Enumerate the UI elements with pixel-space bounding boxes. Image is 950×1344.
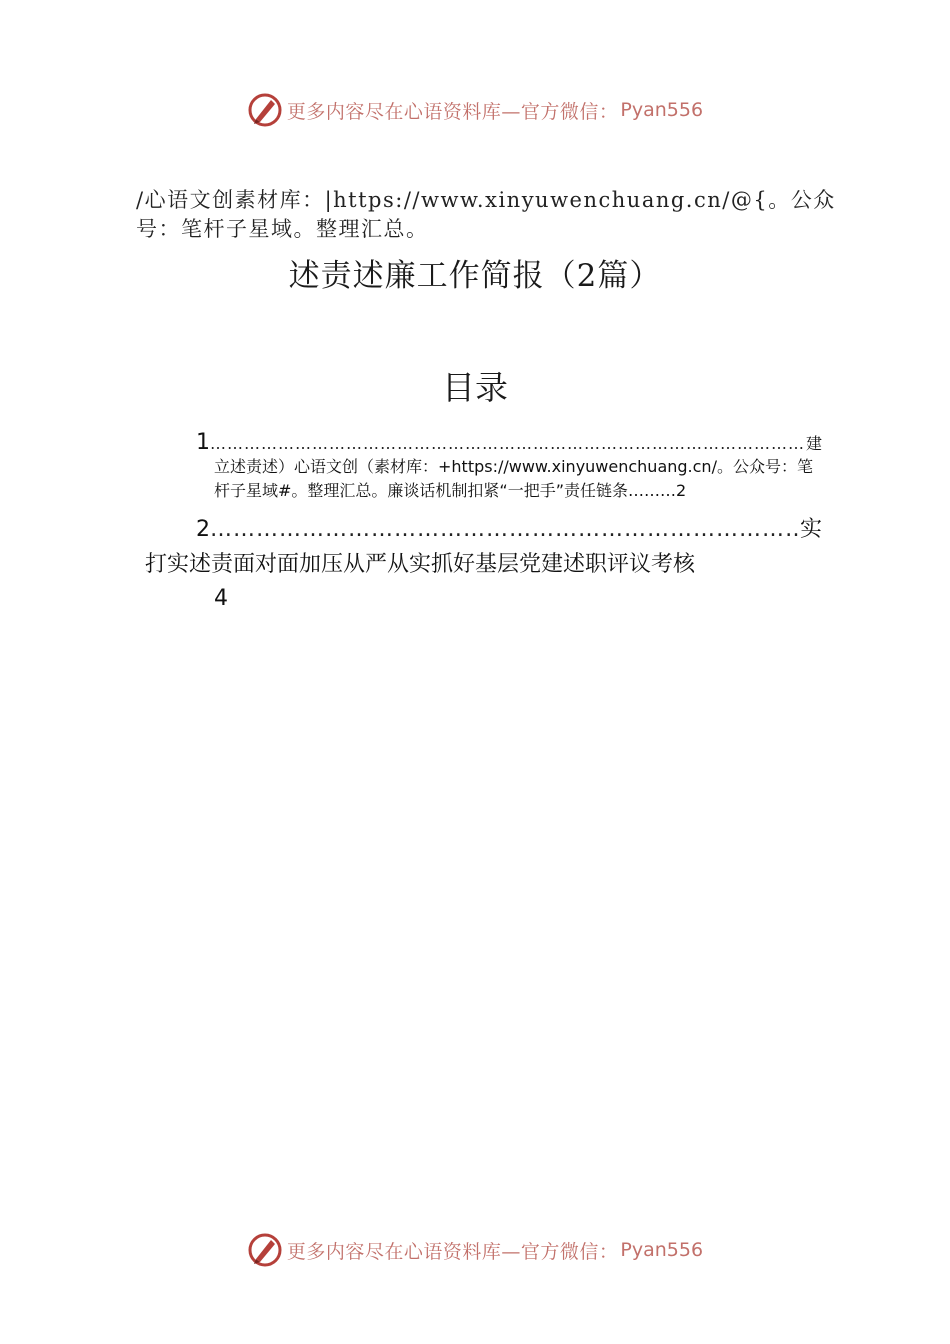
banner-wechat-id: Pyan556 xyxy=(620,99,704,121)
banner-text: 更多内容尽在心语资料库—官方微信： xyxy=(286,1240,619,1263)
toc-leader-dots xyxy=(210,517,800,542)
pen-logo-icon xyxy=(247,92,283,128)
pen-logo-icon xyxy=(247,1232,283,1268)
toc-entry-2-continuation: 打实述责面对面加压从严从实抓好基层党建述职评议考核 xyxy=(145,552,696,577)
toc-entry-end-text: 建 xyxy=(805,434,822,453)
toc-entry-continuation: 立述责述）心语文创（素材库：+https://www.xinyuwenchuang.cn/。公众号：笔杆子星域#。整理汇总。廉谈话机制扣紧“一把手”责任链条………2 xyxy=(214,457,813,500)
toc-entry-number: 1 xyxy=(196,430,210,455)
toc-heading: 目录 xyxy=(442,368,508,407)
toc-entry-2-page: 4 xyxy=(214,586,228,611)
intro-text: /心语文创素材库：|https://www.xinyuwenchuang.cn/@{。公众号：笔杆子星域。整理汇总。 xyxy=(136,188,836,241)
banner-wechat-id: Pyan556 xyxy=(620,1239,704,1261)
header-banner xyxy=(0,92,950,128)
footer-banner xyxy=(0,1232,950,1268)
toc-entry-number: 2 xyxy=(196,517,210,542)
document-title: 述责述廉工作简报（2篇） xyxy=(288,258,662,294)
banner-text: 更多内容尽在心语资料库—官方微信： xyxy=(286,100,619,123)
toc-leader-dots xyxy=(210,434,806,453)
toc-entry-2[interactable] xyxy=(196,512,822,543)
toc-entry-end-text: 实 xyxy=(799,517,822,542)
toc-entry-1[interactable] xyxy=(196,430,822,503)
